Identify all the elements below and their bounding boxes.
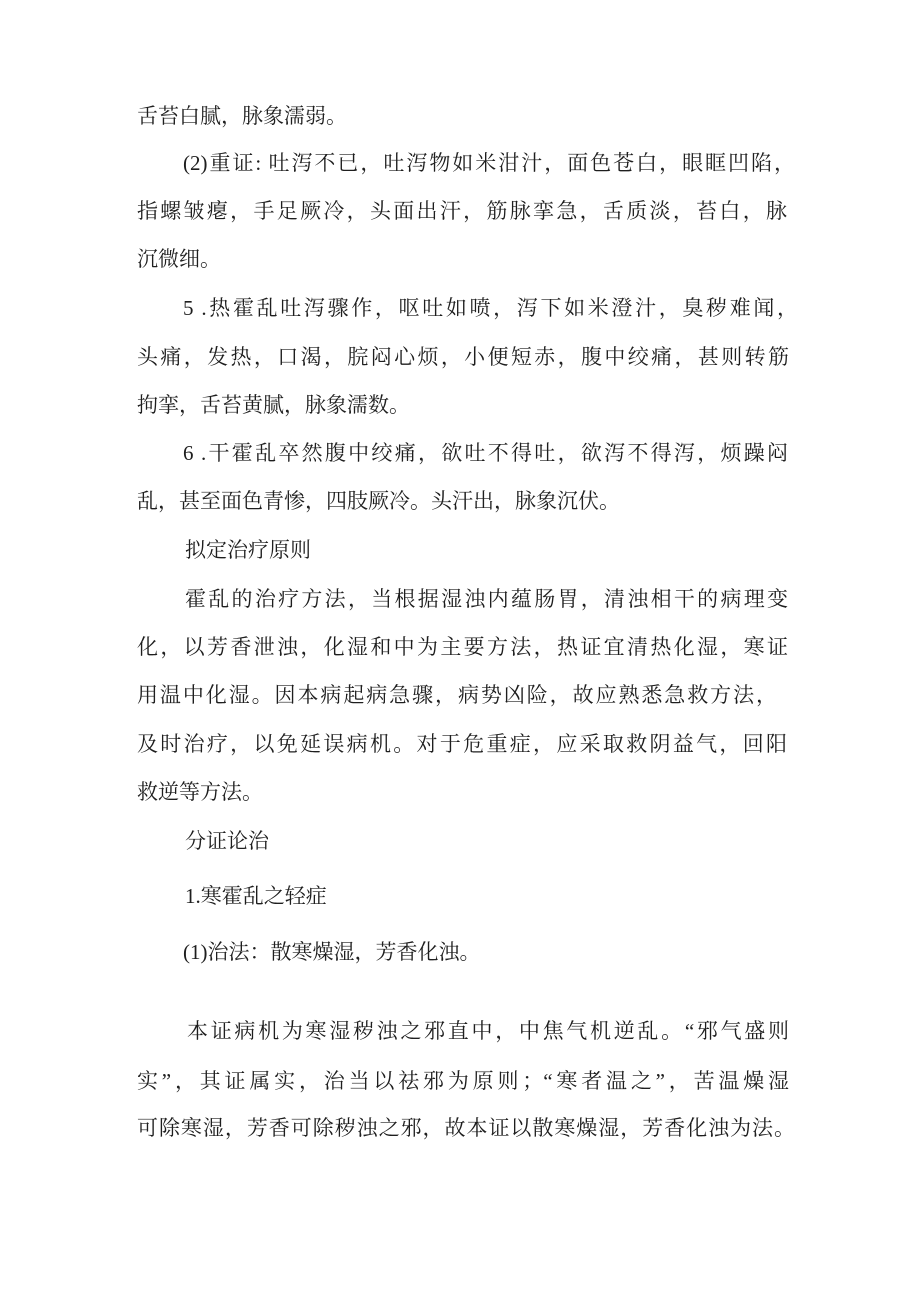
text-line: 及时治疗，以免延误病机。对于危重症，应采取救阴益气，回阳 [137,732,787,756]
text-line: 救逆等方法。 [137,780,263,804]
text-line: 霍乱的治疗方法，当根据湿浊内蕴肠胃，清浊相干的病理变 [185,587,788,611]
text-line: 舌苔白腻，脉象濡弱。 [137,104,347,128]
text-line: 本证病机为寒湿秽浊之邪直中，中焦气机逆乱。“邪气盛则 [187,1019,789,1043]
text-line: 头痛，发热，口渴，脘闷心烦，小便短赤，腹中绞痛，甚则转筋 [137,345,789,369]
text-line: 6 .干霍乱卒然腹中绞痛，欲吐不得吐，欲泻不得泻，烦躁闷 [183,441,788,465]
text-line: 化，以芳香泄浊，化湿和中为主要方法，热证宜清热化湿，寒证 [137,635,788,659]
section-heading: 分证论治 [185,829,269,853]
text-line: 拘挛，舌苔黄腻，脉象濡数。 [137,393,410,417]
text-line: 用温中化湿。因本病起病急骤，病势凶险，故应熟悉急救方法， [137,683,777,707]
text-line: (2)重证: 吐泻不已，吐泻物如米泔汁，面色苍白，眼眶凹陷， [183,151,795,175]
text-line: (1)治法：散寒燥湿，芳香化浊。 [183,940,481,964]
text-line: 指螺皱瘪，手足厥冷，头面出汗，筋脉挛急，舌质淡，苔白，脉 [137,199,787,223]
text-line: 实”，其证属实，治当以祛邪为原则；“寒者温之”，苦温燥湿 [137,1069,789,1093]
text-line: 乱，甚至面色青惨，四肢厥冷。头汗出，脉象沉伏。 [137,489,620,513]
section-heading: 拟定治疗原则 [185,538,311,562]
subsection-heading: 1.寒霍乱之轻症 [185,884,327,908]
text-line: 5 .热霍乱吐泻骤作，呕吐如喷，泻下如米澄汁，臭秽难闻， [183,296,798,320]
text-line: 可除寒湿，芳香可除秽浊之邪，故本证以散寒燥湿，芳香化浊为法。 [137,1116,795,1140]
text-line: 沉微细。 [137,247,221,271]
